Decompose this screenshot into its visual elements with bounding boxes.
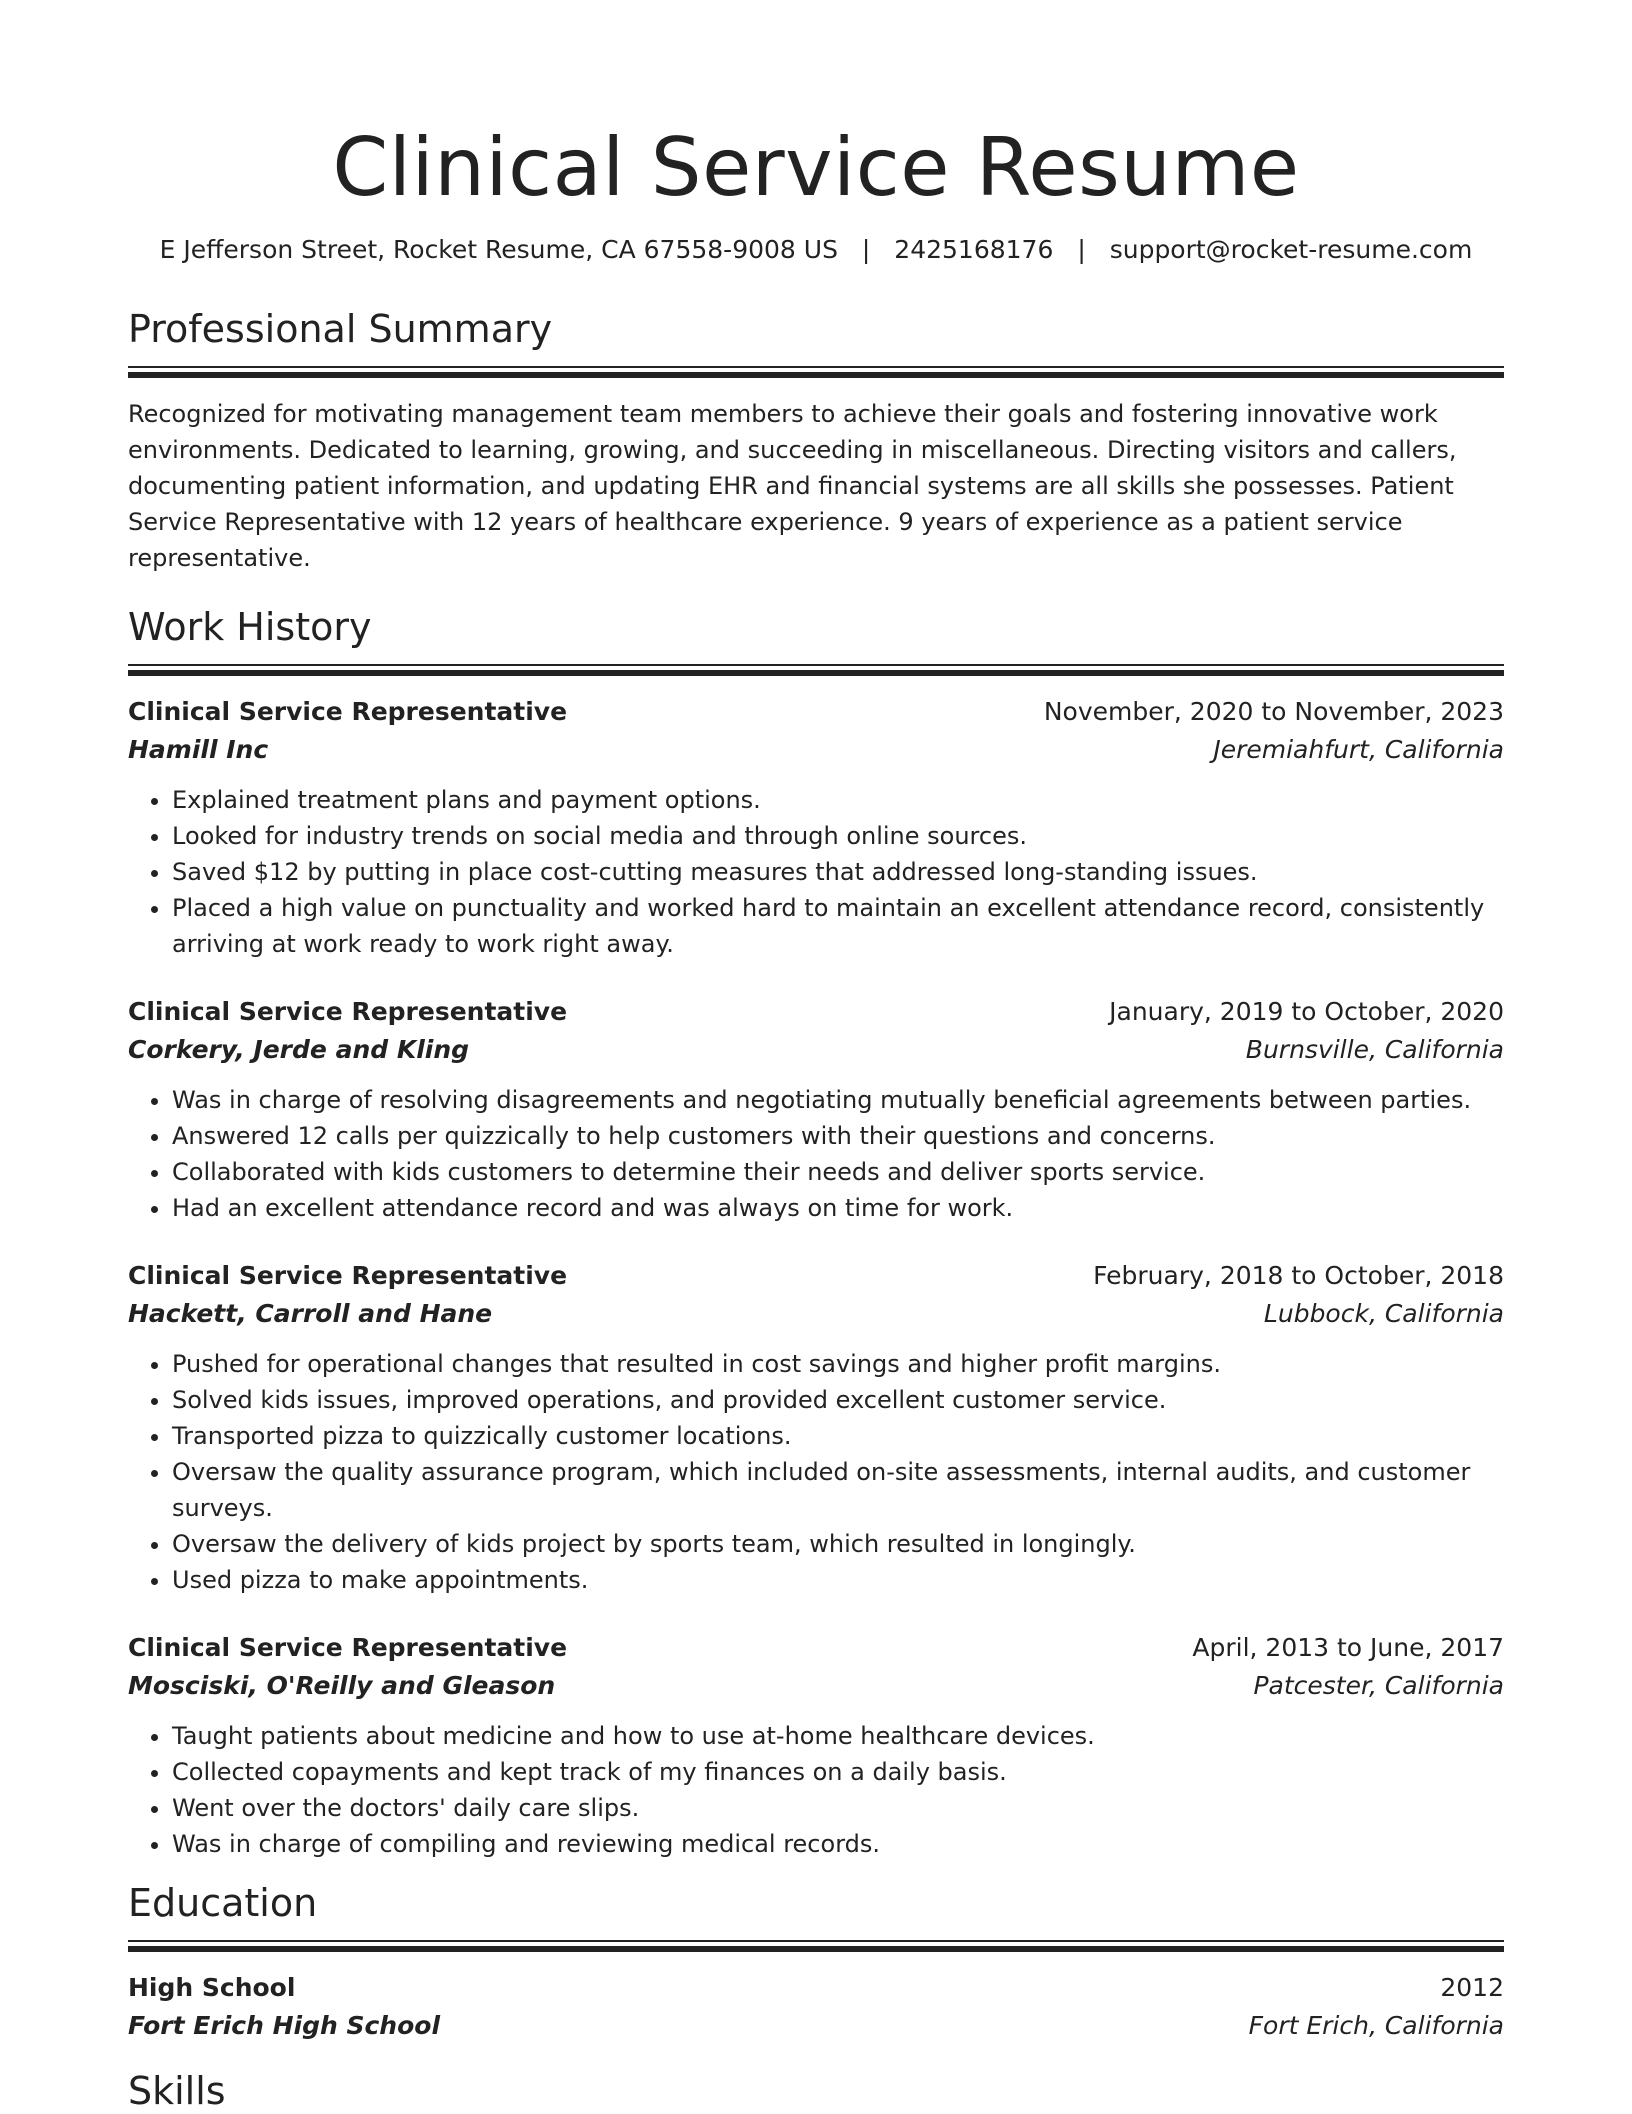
job-dates: February, 2018 to October, 2018 (1093, 1261, 1504, 1290)
job-bullet: • Pushed for operational changes that resulted in cost savings and higher profit margins. (172, 1346, 1504, 1382)
contact-address: E Jefferson Street, Rocket Resume, CA 67558-9008 US (159, 235, 838, 264)
job-company: Hamill Inc (128, 735, 269, 764)
job-bullet: • Oversaw the quality assurance program, which included on-site assessments, internal audits, and customer surveys. (172, 1454, 1504, 1526)
job-bullet: • Had an excellent attendance record and was always on time for work. (172, 1190, 1504, 1226)
job-entry (128, 1258, 1504, 1598)
job-title: Clinical Service Representative (128, 1633, 568, 1662)
job-location: Jeremiahfurt, California (1213, 735, 1504, 764)
education-entry (128, 1970, 1504, 2046)
job-company: Mosciski, O'Reilly and Gleason (128, 1671, 556, 1700)
job-company: Hackett, Carroll and Hane (128, 1299, 493, 1328)
education-year: 2012 (1440, 1973, 1504, 2002)
job-entry (128, 1630, 1504, 1862)
job-company: Corkery, Jerde and Kling (128, 1035, 470, 1064)
job-bullets (128, 1082, 1504, 1226)
job-bullets (128, 1718, 1504, 1862)
contact-phone: 2425168176 (894, 235, 1054, 264)
job-bullets (128, 1346, 1504, 1598)
section-divider (128, 1940, 1504, 1952)
education-degree: High School (128, 1973, 296, 2002)
job-bullet: • Explained treatment plans and payment options. (172, 782, 1504, 818)
section-divider (128, 366, 1504, 378)
summary-heading: Professional Summary (128, 307, 553, 351)
job-bullet: • Collaborated with kids customers to determine their needs and deliver sports service. (172, 1154, 1504, 1190)
job-bullet: • Solved kids issues, improved operations, and provided excellent customer service. (172, 1382, 1504, 1418)
contact-separator: | (861, 235, 871, 264)
education-school: Fort Erich High School (128, 2011, 441, 2040)
job-title: Clinical Service Representative (128, 697, 568, 726)
job-title: Clinical Service Representative (128, 997, 568, 1026)
work-history-heading: Work History (128, 605, 372, 649)
job-location: Burnsville, California (1245, 1035, 1504, 1064)
job-dates: January, 2019 to October, 2020 (1109, 997, 1504, 1026)
job-bullet: • Oversaw the delivery of kids project by sports team, which resulted in longingly. (172, 1526, 1504, 1562)
summary-section (128, 306, 1504, 576)
summary-text: Recognized for motivating management team members to achieve their goals and fostering innovative work environments. Dedicated to learning, growing, and succeeding in miscellaneous. Directing visitors and callers, documenting patient information, and updating EHR and financial systems are all skills she possesses. Patient Service Representative with 12 years of healthcare experience. 9 years of experience as a patient service representative. (128, 400, 1457, 572)
section-divider (128, 664, 1504, 676)
job-entry (128, 694, 1504, 962)
education-section (128, 1880, 1504, 2046)
job-bullet: • Transported pizza to quizzically customer locations. (172, 1418, 1504, 1454)
job-location: Patcester, California (1253, 1671, 1504, 1700)
contact-email: support@rocket-resume.com (1109, 235, 1473, 264)
education-location: Fort Erich, California (1248, 2011, 1504, 2040)
resume-name: Clinical Service Resume (332, 121, 1300, 214)
job-bullet: • Used pizza to make appointments. (172, 1562, 1504, 1598)
job-bullet: • Looked for industry trends on social media and through online sources. (172, 818, 1504, 854)
job-bullet: • Answered 12 calls per quizzically to help customers with their questions and concerns. (172, 1118, 1504, 1154)
job-bullet: • Went over the doctors' daily care slips. (172, 1790, 1504, 1826)
job-location: Lubbock, California (1263, 1299, 1504, 1328)
job-dates: November, 2020 to November, 2023 (1043, 697, 1504, 726)
job-dates: April, 2013 to June, 2017 (1192, 1633, 1504, 1662)
job-bullet: • Was in charge of compiling and reviewing medical records. (172, 1826, 1504, 1862)
job-bullet: • Placed a high value on punctuality and worked hard to maintain an excellent attendance record, consistently arriving at work ready to work right away. (172, 890, 1504, 962)
job-bullet: • Saved $12 by putting in place cost-cutting measures that addressed long-standing issues. (172, 854, 1504, 890)
contact-separator: | (1077, 235, 1086, 264)
education-heading: Education (128, 1881, 318, 1925)
skills-section (128, 2068, 1504, 2114)
job-bullets (128, 782, 1504, 962)
skills-heading: Skills (128, 2069, 226, 2113)
contact-line (128, 234, 1504, 266)
work-history-section (128, 604, 1504, 1862)
job-bullet: • Was in charge of resolving disagreements and negotiating mutually beneficial agreements between parties. (172, 1082, 1504, 1118)
job-title: Clinical Service Representative (128, 1261, 568, 1290)
job-bullet: • Taught patients about medicine and how to use at-home healthcare devices. (172, 1718, 1504, 1754)
job-entry (128, 994, 1504, 1226)
job-bullet: • Collected copayments and kept track of my finances on a daily basis. (172, 1754, 1504, 1790)
